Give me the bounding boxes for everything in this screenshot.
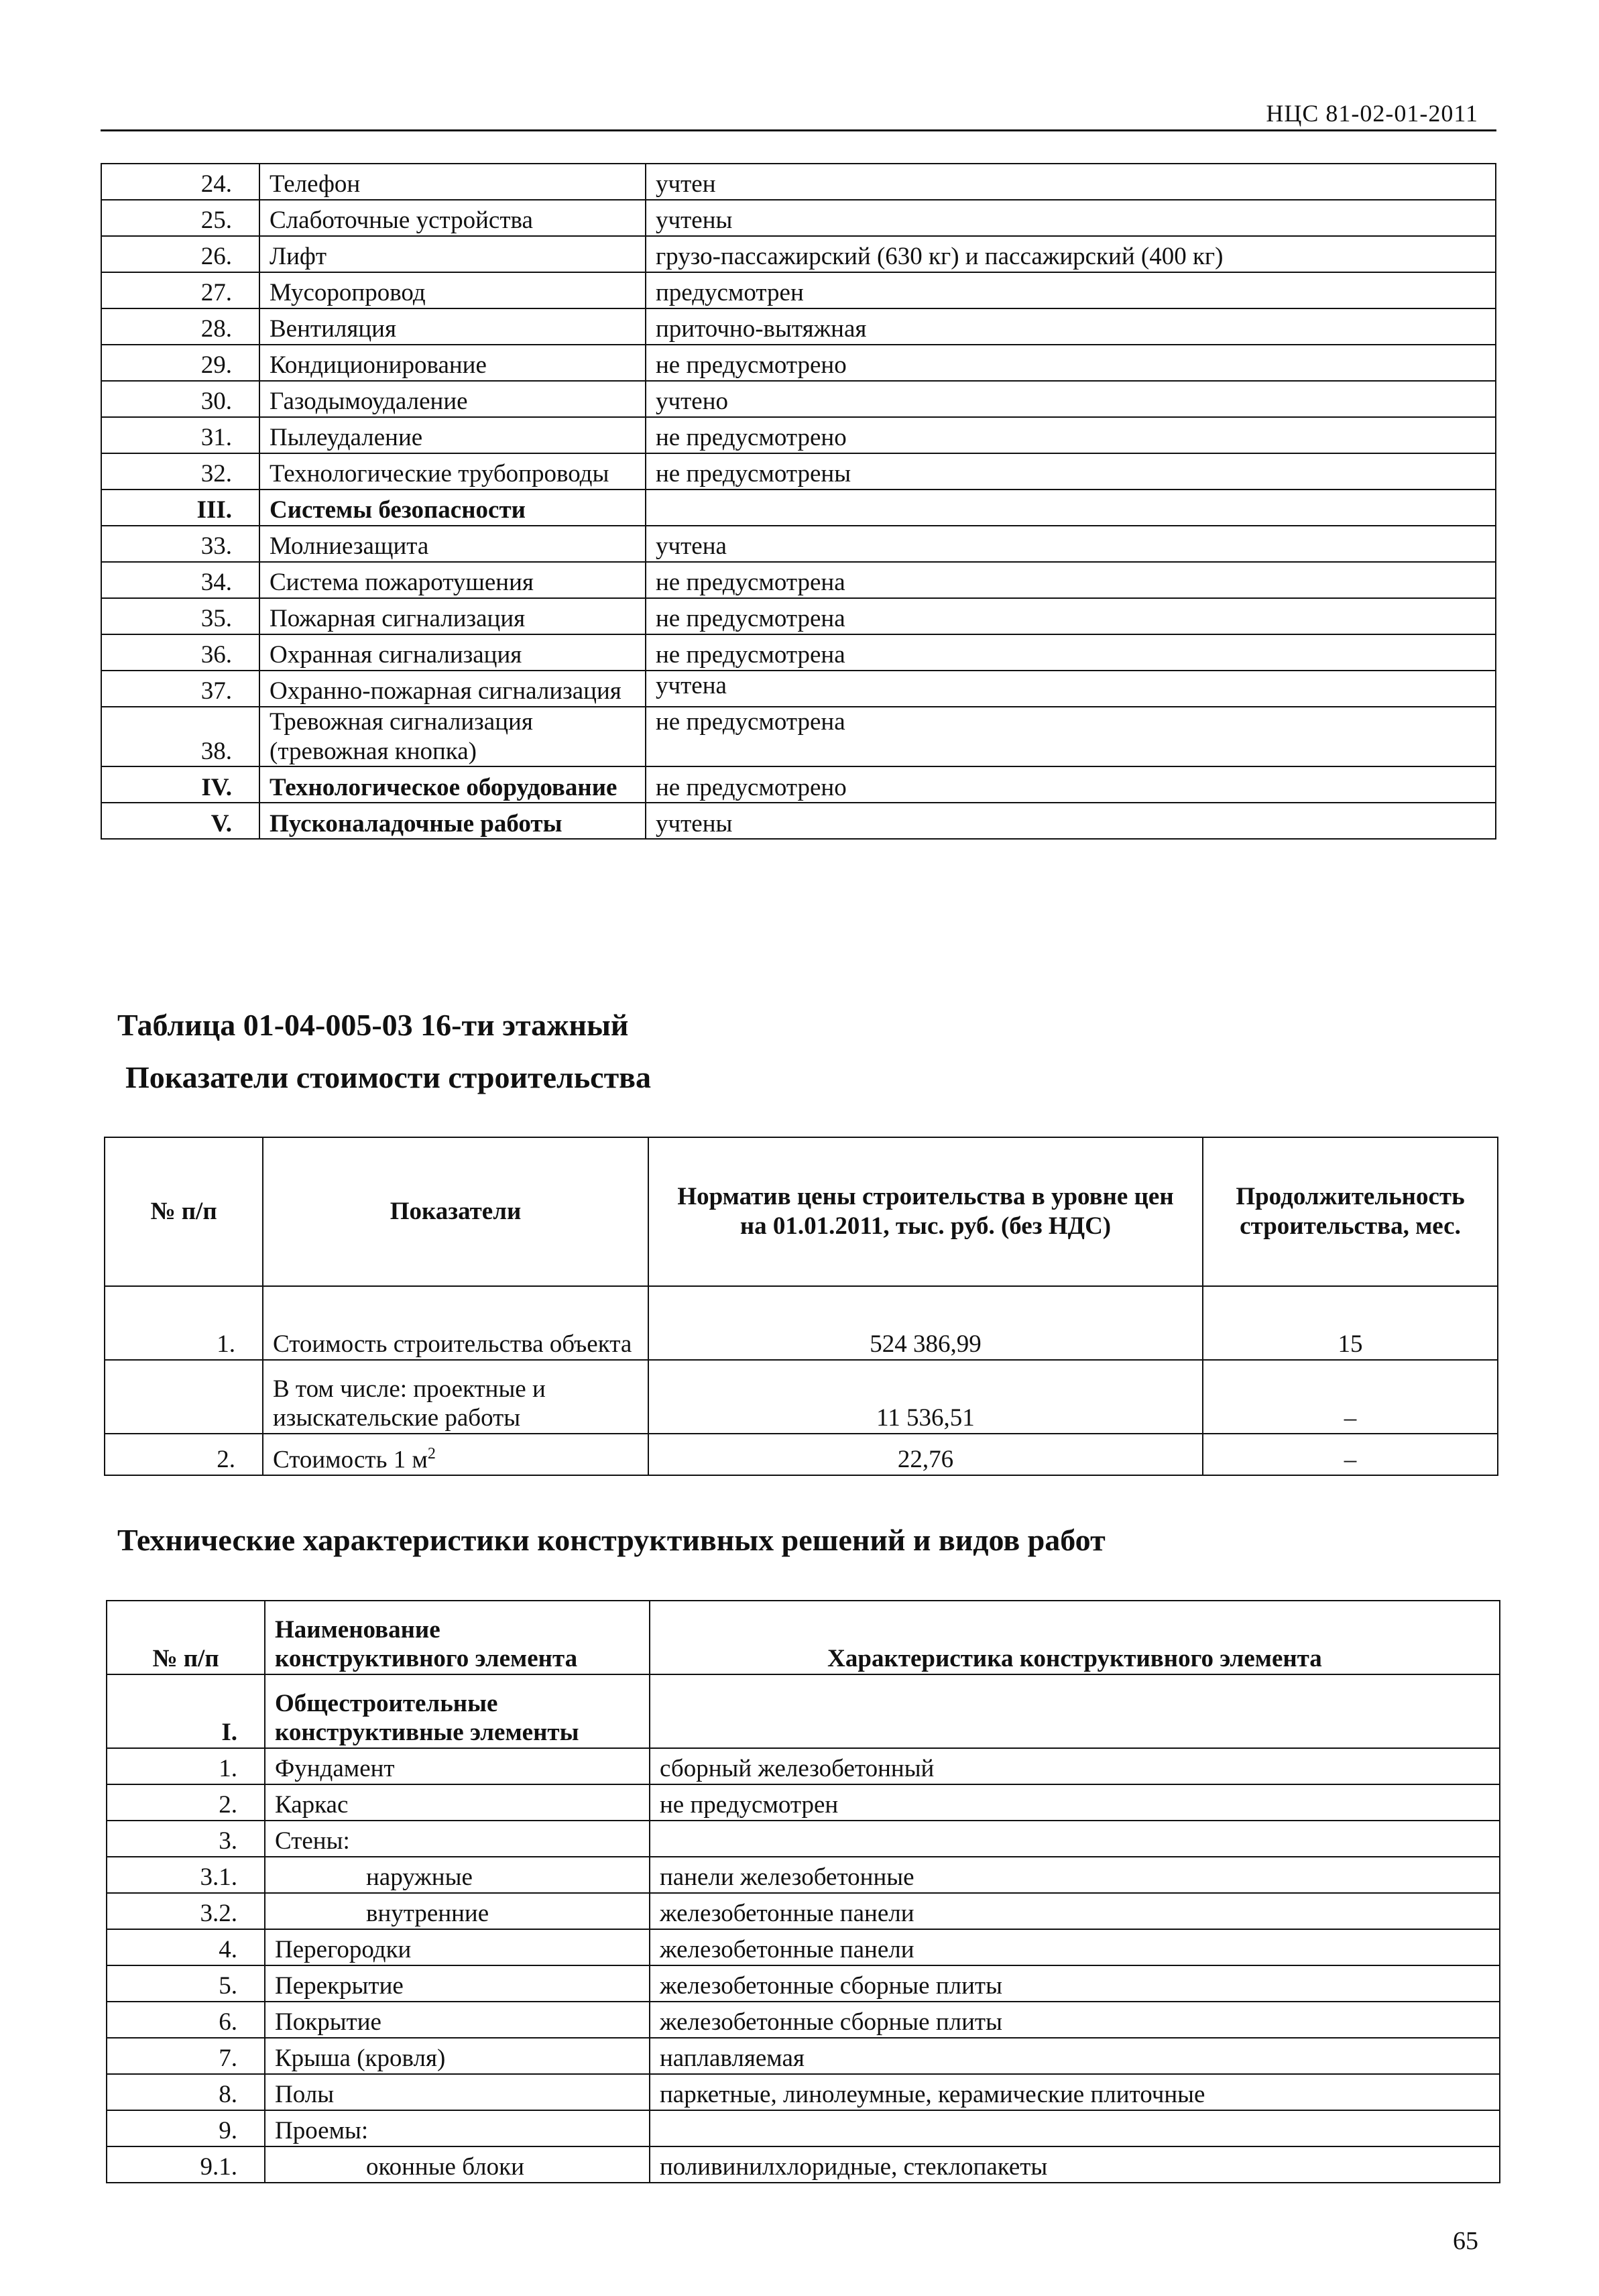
table-row [101,236,1496,272]
row-number: 3.2. [107,1893,265,1929]
row-number: 27. [101,272,259,308]
table-row [107,1821,1500,1857]
row-name: Пожарная сигнализация [259,598,646,634]
row-value: не предусмотрена [646,634,1496,671]
row-number: 38. [101,707,259,766]
row-name: Система пожаротушения [259,562,646,598]
row-name: Стены: [265,1821,650,1857]
row-indicator: В том числе: проектные и изыскательские работы [263,1360,648,1434]
table-row [107,2110,1500,2146]
row-name: Вентиляция [259,308,646,345]
table-row [107,2074,1500,2110]
row-indicator: Стоимость 1 $м^2$ [263,1434,648,1475]
header-duration: Продолжительность строительства, мес. [1203,1137,1498,1286]
table-row [101,417,1496,453]
table-row [101,671,1496,707]
table-row [107,2146,1500,2183]
header-indicator: Показатели [263,1137,648,1286]
header-value: Характеристика конструктивного элемента [650,1601,1500,1674]
row-duration: 15 [1203,1286,1498,1360]
table-row [107,1674,1500,1748]
row-number: 9.1. [107,2146,265,2183]
row-name: Технологические трубопроводы [259,453,646,490]
row-number: 1. [105,1286,263,1360]
row-value: учтен [646,164,1496,200]
row-number: 29. [101,345,259,381]
row-name: Тревожная сигнализация (тревожная кнопка) [259,707,646,766]
row-value: учтены [646,803,1496,839]
header-num: № п/п [107,1601,265,1674]
table-row [105,1286,1498,1360]
table-row [101,766,1496,803]
row-value: не предусмотрено [646,345,1496,381]
table-row [107,2038,1500,2074]
row-value [650,2110,1500,2146]
row-number: IV. [101,766,259,803]
row-number: 2. [105,1434,263,1475]
table-row [107,1929,1500,1965]
table-row [107,2002,1500,2038]
row-name: Проемы: [265,2110,650,2146]
row-name: Технологическое оборудование [259,766,646,803]
row-value: наплавляемая [650,2038,1500,2074]
superscript: 2 [427,1445,436,1463]
table-row [105,1434,1498,1475]
table-row [107,1857,1500,1893]
row-name: Пусконаладочные работы [259,803,646,839]
table-row [101,200,1496,236]
row-number: 3. [107,1821,265,1857]
row-number: 35. [101,598,259,634]
table-row [101,308,1496,345]
header-name: Наименование конструктивного элемента [265,1601,650,1674]
row-number: 8. [107,2074,265,2110]
row-name: Фундамент [265,1748,650,1784]
table-row [101,381,1496,417]
header-rule [101,129,1496,131]
document-code: НЦС 81-02-01-2011 [1266,100,1478,127]
row-name: Молниезащита [259,526,646,562]
row-indicator: Стоимость строительства объекта [263,1286,648,1360]
table-row [101,164,1496,200]
row-name: Кондиционирование [259,345,646,381]
row-number: V. [101,803,259,839]
row-name: Пылеудаление [259,417,646,453]
row-value: не предусмотрено [646,766,1496,803]
table-row [101,272,1496,308]
table-row [101,526,1496,562]
row-name: Крыша (кровля) [265,2038,650,2074]
row-number: 37. [101,671,259,707]
row-price: 11 536,51 [648,1360,1203,1434]
row-name: Перекрытие [265,1965,650,2002]
row-name: Лифт [259,236,646,272]
row-value: учтены [646,200,1496,236]
table-row [107,1748,1500,1784]
row-number: 1. [107,1748,265,1784]
row-price: 524 386,99 [648,1286,1203,1360]
row-value: не предусмотрен [650,1784,1500,1821]
row-value: грузо-пассажирский (630 кг) и пассажирский (400 кг) [646,236,1496,272]
row-value: учтена [646,526,1496,562]
row-name: Газодымоудаление [259,381,646,417]
table-row [101,803,1496,839]
row-number: 24. [101,164,259,200]
row-number: 31. [101,417,259,453]
row-number: 5. [107,1965,265,2002]
row-value: сборный железобетонный [650,1748,1500,1784]
row-value: не предусмотрено [646,417,1496,453]
table3-title: Технические характеристики конструктивных решений и видов работ [117,1523,1106,1557]
table2-subtitle: Показатели стоимости строительства [125,1060,652,1094]
row-value: не предусмотрена [646,598,1496,634]
row-name: Телефон [259,164,646,200]
header-num: № п/п [105,1137,263,1286]
row-value [650,1821,1500,1857]
table-row [107,1784,1500,1821]
row-name: Покрытие [265,2002,650,2038]
row-number: 4. [107,1929,265,1965]
row-value: не предусмотрены [646,453,1496,490]
row-number: 9. [107,2110,265,2146]
row-name: Каркас [265,1784,650,1821]
row-number: 30. [101,381,259,417]
row-value: железобетонные сборные плиты [650,1965,1500,2002]
row-number: 36. [101,634,259,671]
table-row [101,634,1496,671]
row-value: приточно-вытяжная [646,308,1496,345]
row-duration: – [1203,1434,1498,1475]
row-name: Полы [265,2074,650,2110]
header-price: Норматив цены строительства в уровне цен на 01.01.2011, тыс. руб. (без НДС) [648,1137,1203,1286]
row-price: 22,76 [648,1434,1203,1475]
table-row [107,1965,1500,2002]
table-row [101,598,1496,634]
row-value: железобетонные панели [650,1929,1500,1965]
engineering-systems-table [101,163,1496,840]
table-row [101,490,1496,526]
page-number: 65 [1453,2227,1478,2255]
row-number: III. [101,490,259,526]
row-value: учтено [646,381,1496,417]
row-number: I. [107,1674,265,1748]
row-number: 33. [101,526,259,562]
row-name: Охранная сигнализация [259,634,646,671]
table-row [101,707,1496,766]
row-name: Общестроительные конструктивные элементы [265,1674,650,1748]
row-value: не предусмотрена [646,562,1496,598]
row-number: 28. [101,308,259,345]
table-row [101,345,1496,381]
row-name: внутренние [265,1893,650,1929]
row-name: Слаботочные устройства [259,200,646,236]
row-value [646,490,1496,526]
row-value: паркетные, линолеумные, керамические плиточные [650,2074,1500,2110]
row-value [650,1674,1500,1748]
row-name: наружные [265,1857,650,1893]
row-name: Перегородки [265,1929,650,1965]
row-number [105,1360,263,1434]
row-value: не предусмотрена [646,707,1496,766]
table-row [101,453,1496,490]
row-number: 34. [101,562,259,598]
row-value: учтена [646,671,1496,707]
row-value: железобетонные панели [650,1893,1500,1929]
cost-indicators-table [104,1137,1498,1476]
row-number: 26. [101,236,259,272]
table-row [105,1360,1498,1434]
row-number: 25. [101,200,259,236]
row-name: Мусоропровод [259,272,646,308]
row-number: 32. [101,453,259,490]
row-value: железобетонные сборные плиты [650,2002,1500,2038]
row-number: 3.1. [107,1857,265,1893]
row-duration: – [1203,1360,1498,1434]
row-number: 7. [107,2038,265,2074]
row-name: Охранно-пожарная сигнализация [259,671,646,707]
row-value: предусмотрен [646,272,1496,308]
row-value: панели железобетонные [650,1857,1500,1893]
row-name: оконные блоки [265,2146,650,2183]
row-value: поливинилхлоридные, стеклопакеты [650,2146,1500,2183]
table2-title: Таблица 01-04-005-03 16-ти этажный [117,1008,629,1042]
row-number: 2. [107,1784,265,1821]
row-number: 6. [107,2002,265,2038]
table-row [101,562,1496,598]
structural-elements-table [106,1600,1500,2183]
table-row [107,1893,1500,1929]
row-name: Системы безопасности [259,490,646,526]
